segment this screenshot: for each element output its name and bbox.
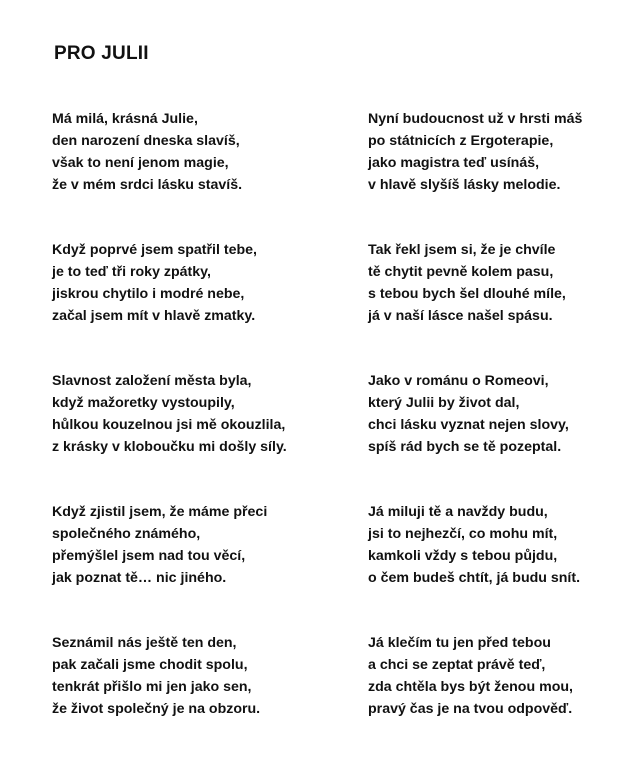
poem-line: Já miluji tě a navždy budu,	[368, 504, 548, 520]
poem-line: že život společný je na obzoru.	[52, 701, 261, 717]
right-column	[368, 108, 628, 763]
stanza	[52, 239, 342, 370]
poem-title: PRO JULII	[54, 43, 149, 64]
stanza	[52, 632, 342, 763]
poem-line: hůlkou kouzelnou jsi mě okouzlila,	[52, 417, 286, 433]
poem-line: Když zjistil jsem, že máme přeci	[52, 504, 268, 520]
stanza	[52, 370, 342, 501]
poem-line: kamkoli vždy s tebou půjdu,	[368, 548, 558, 564]
poem-line: jak poznat tě… nic jiného.	[52, 570, 227, 586]
stanza	[368, 108, 628, 239]
poem-line: pak začali jsme chodit spolu,	[52, 657, 248, 673]
poem-line: Jako v románu o Romeovi,	[368, 373, 549, 389]
poem-line: zda chtěla bys být ženou mou,	[368, 679, 573, 695]
poem-line: já v naší lásce našel spásu.	[368, 308, 553, 324]
poem-line: a chci se zeptat právě teď,	[368, 657, 546, 673]
poem-line: chci lásku vyznat nejen slovy,	[368, 417, 569, 433]
poem-line: Má milá, krásná Julie,	[52, 111, 198, 127]
poem-line: spíš rád bych se tě pozeptal.	[368, 439, 562, 455]
stanza	[368, 239, 628, 370]
poem-line: jako magistra teď usínáš,	[368, 155, 540, 171]
poem-line: jiskrou chytilo i modré nebe,	[52, 286, 245, 302]
poem-line: Když poprvé jsem spatřil tebe,	[52, 242, 257, 258]
poem-line: po státnicích z Ergoterapie,	[368, 133, 554, 149]
poem-line: tě chytit pevně kolem pasu,	[368, 264, 554, 280]
poem-line: v hlavě slyšíš lásky melodie.	[368, 177, 561, 193]
poem-line: začal jsem mít v hlavě zmatky.	[52, 308, 256, 324]
poem-line: Já klečím tu jen před tebou	[368, 635, 551, 651]
poem-line: je to teď tři roky zpátky,	[52, 264, 211, 280]
poem-line: však to není jenom magie,	[52, 155, 229, 171]
poem-line: přemýšlel jsem nad tou věcí,	[52, 548, 246, 564]
poem-line: Slavnost založení města byla,	[52, 373, 252, 389]
poem-line: Nyní budoucnost už v hrsti máš	[368, 111, 583, 127]
poem-line: jsi to nejhezčí, co mohu mít,	[368, 526, 558, 542]
poem-line: tenkrát přišlo mi jen jako sen,	[52, 679, 252, 695]
poem-line: že v mém srdci lásku stavíš.	[52, 177, 243, 193]
stanza	[52, 108, 342, 239]
poem-line: s tebou bych šel dlouhé míle,	[368, 286, 566, 302]
poem-line: o čem budeš chtít, já budu snít.	[368, 570, 581, 586]
poem-line: když mažoretky vystoupily,	[52, 395, 235, 411]
poem-line: Seznámil nás ještě ten den,	[52, 635, 237, 651]
poem-line: který Julii by život dal,	[368, 395, 520, 411]
poem-line: Tak řekl jsem si, že je chvíle	[368, 242, 556, 258]
poem-line: pravý čas je na tvou odpověď.	[368, 701, 573, 717]
left-column	[52, 108, 342, 763]
stanza	[52, 501, 342, 632]
stanza	[368, 370, 628, 501]
poem-line: z krásky v kloboučku mi došly síly.	[52, 439, 287, 455]
poem-line: společného známého,	[52, 526, 201, 542]
stanza	[368, 501, 628, 632]
stanza	[368, 632, 628, 763]
poem-line: den narození dneska slavíš,	[52, 133, 240, 149]
